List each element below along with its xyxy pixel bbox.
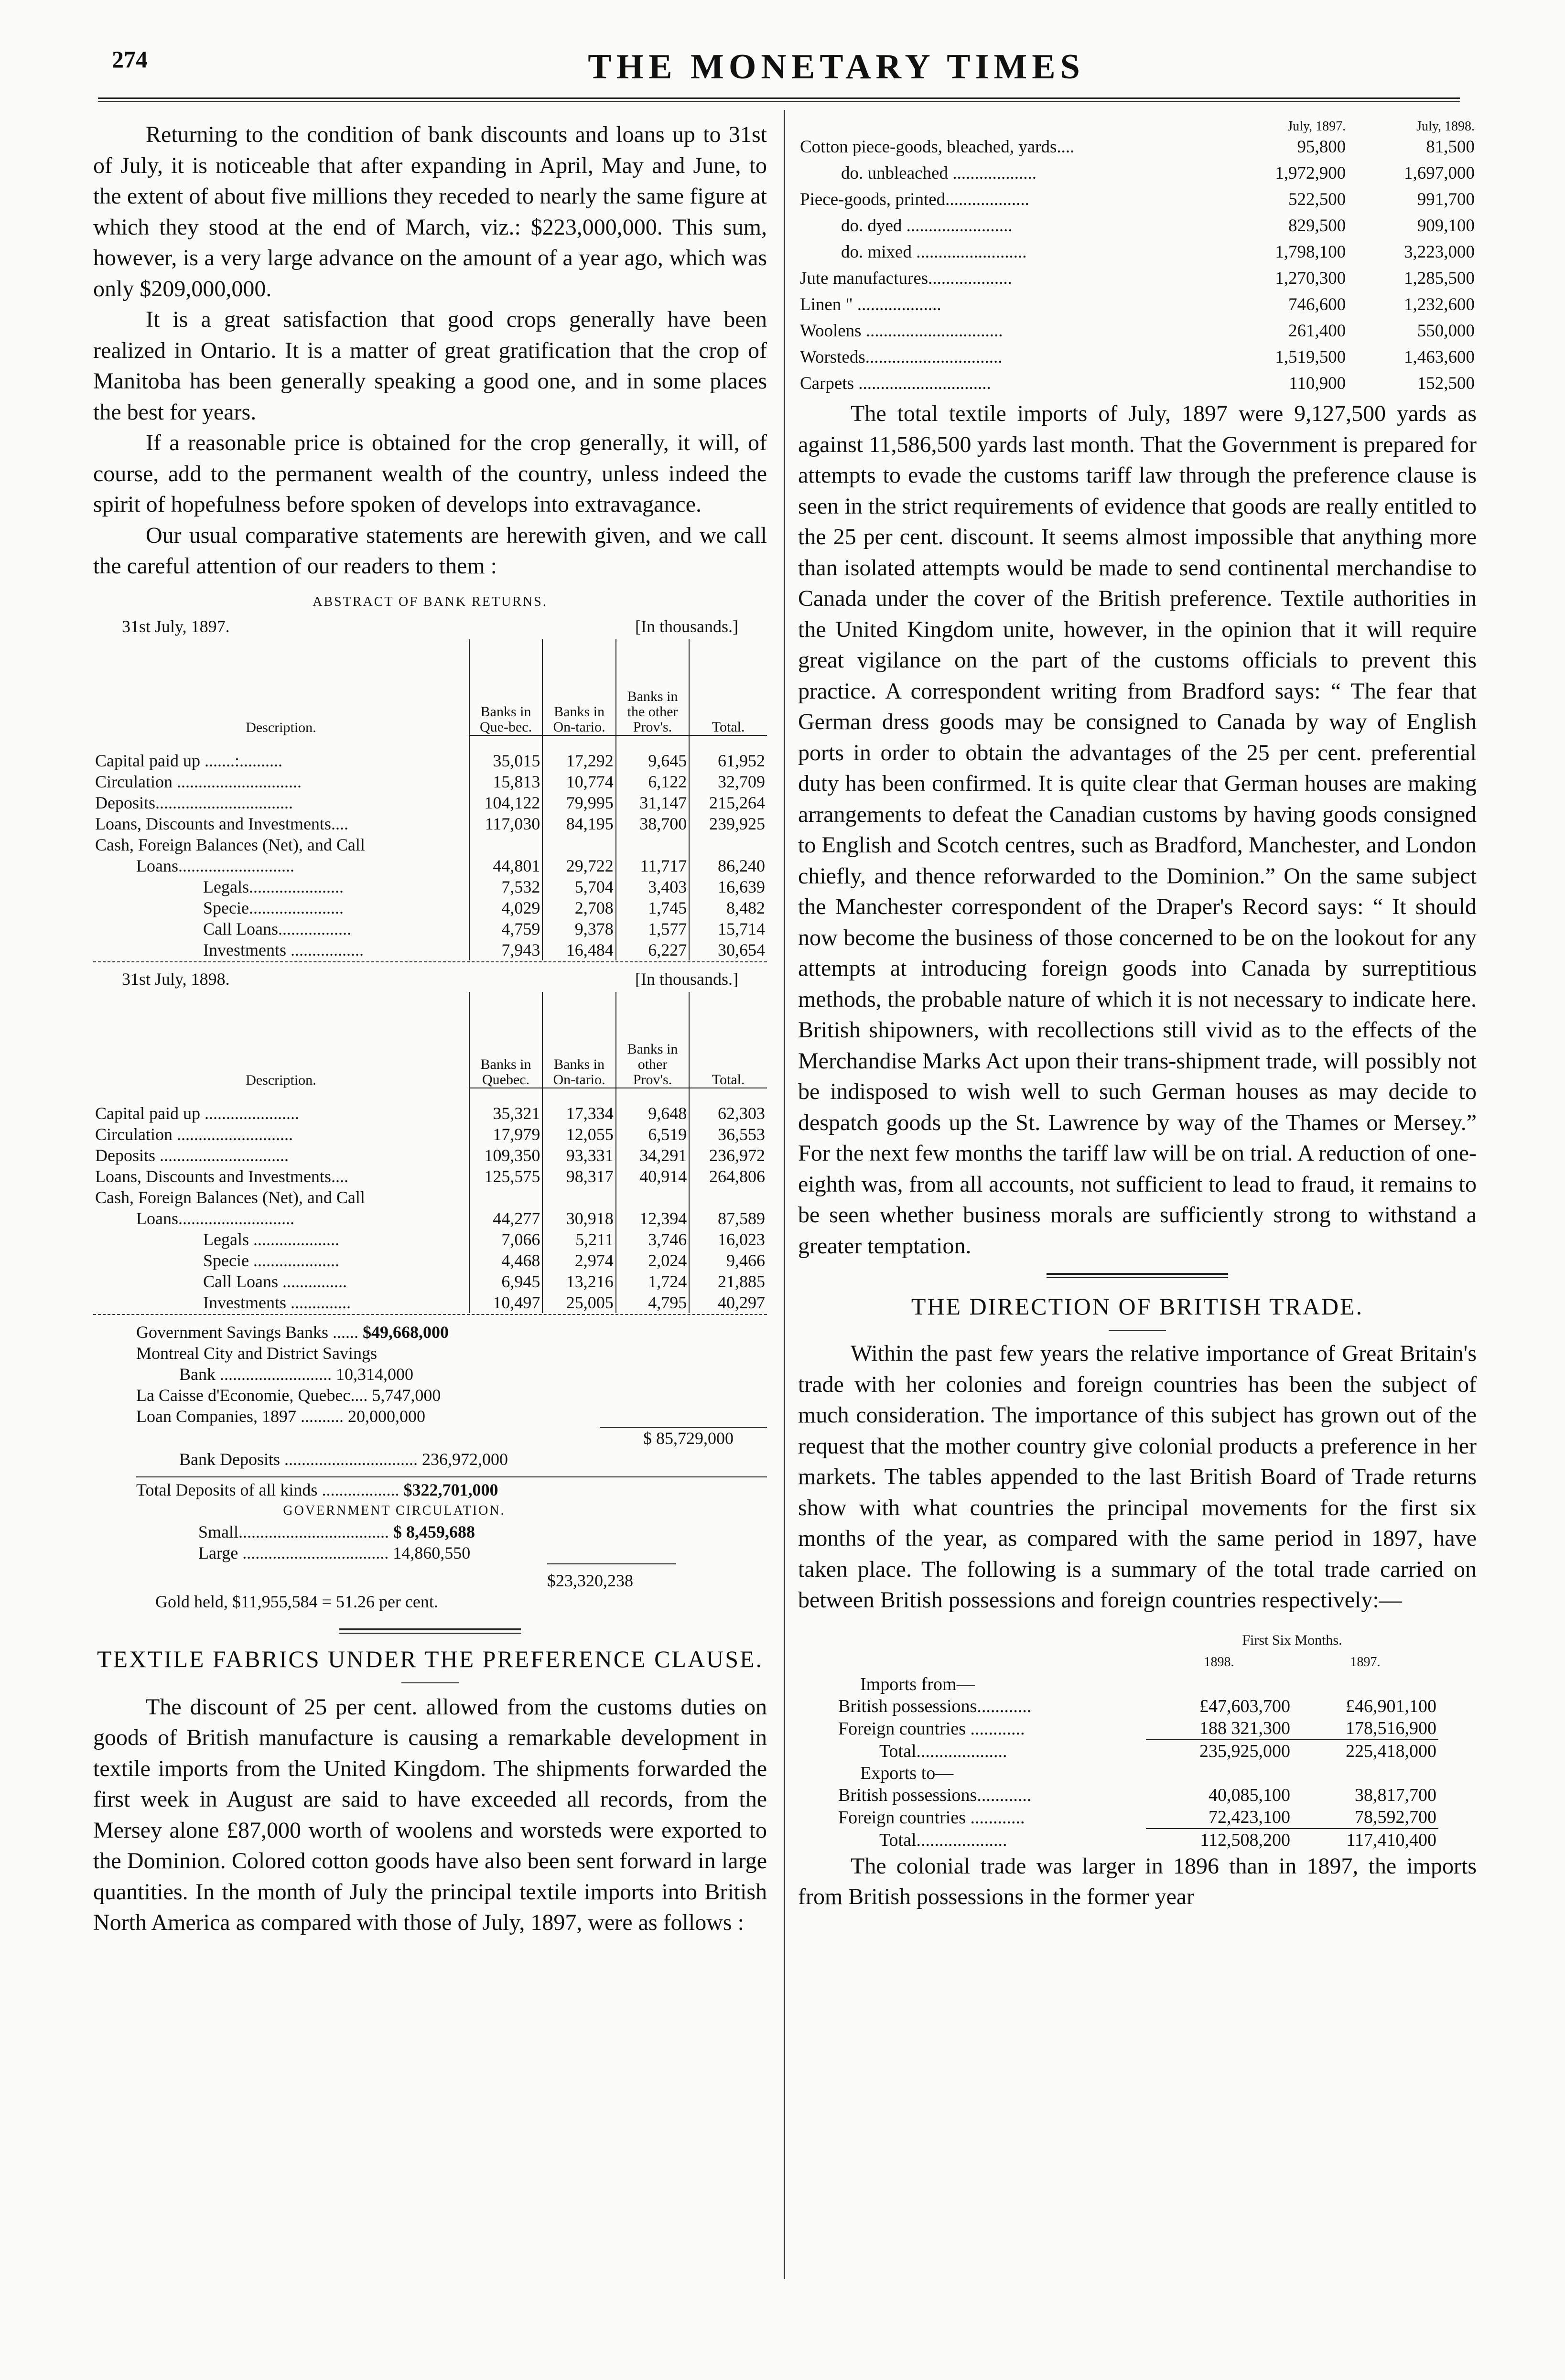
bank-row-value: 16,484 [542,939,615,960]
bank-row-value: 62,303 [689,1103,767,1124]
imports-row [798,239,1477,265]
imports-label: Piece-goods, printed................... [800,190,1029,209]
bank-row-value: 38,700 [616,813,689,834]
trade-summary-table [836,1629,1438,1851]
right-column [798,119,1477,1913]
bank-row-value: 44,277 [469,1208,542,1229]
imports-label: Jute manufactures................... [800,269,1012,288]
imports-label: Woolens ............................... [800,321,1003,341]
bank-row-value: 9,648 [616,1103,689,1124]
bank-table-block [93,616,767,962]
intro-paragraph-3: If a reasonable price is obtained for the crop generally, it will, of course, add to the permanent wealth of the country, unless indeed the spirit of hopefulness before spoken of develops into extravagance. [93,430,767,517]
bank-row-value: 16,639 [689,876,767,897]
textile-paragraph-continued: The total textile imports of July, 1897 were 9,127,500 yards as against 11,586,500 yards last month. That the Government is prepared for attempts to evade the customs tariff law through the preference clause is seen in the strict requirements of evidence that goods are really entitled to the 25 per cent. discount. It seems almost impossible that anything more than isolated attempts would be made to send continental merchandise to Canada under the cover of the British preference. Textile authorities in the United Kingdom unite, however, in the opinion that it will require great vigilance on the part of the customs officials to prevent this practice. A correspondent writing from Bradford says: “ The fear that German dress goods may be consigned to Canada by way of English ports in order to obtain the advantages of the 25 per cent. preferential duty has been confirmed. It is quite clear that German houses are making arrangements to defeat the Canadian customs by having goods consigned to English and Scotch centres, such as Bradford, Manchester, and London chiefly, and thence reforwarded to the Dominion.” On the same subject the Manchester correspondent of the Draper's Record says: “ It should now become the business of those concerned to be on the lookout for any attempts at introducing foreign goods into Canada by surreptitious methods, the probable nature of which it is not necessary to indicate here. British shipowners, with recollections still vivid as to the effects of the Merchandise Marks Act upon their trans-shipment trade, will possibly not be indisposed to wish well to such German houses as may decide to despatch goods up the St. Lawrence by way of the Thames or Mersey.” For the next few months the tariff law will be on trial. A reduction of one-eighth was, from all accounts, not sufficient to lead to fraud, it remains to be seen whether business morals are sufficiently strong to withstand a greater temptation. [798,401,1477,1259]
bank-table-row [93,1124,767,1145]
bank-row-value: 61,952 [689,750,767,771]
savings-row: Government Savings Banks ...... $49,668,000 [136,1322,449,1342]
trade-year-1897: 1897. [1350,1654,1381,1669]
imports-header-1898: July, 1898. [1416,119,1475,134]
savings-row: Loan Companies, 1897 .......... 20,000,000 [136,1406,425,1426]
intro-paragraph-4: Our usual comparative statements are herewith given, and we call the careful attention of our readers to them : [93,522,767,579]
bank-table-row [93,1292,767,1313]
bank-row-value: 30,654 [689,939,767,960]
bank-row-value: 6,227 [616,939,689,960]
circulation-row: Small................................... $ 8,459,688 [198,1522,475,1541]
imports-value: 1,798,100 [1275,242,1346,262]
intro-paragraph-1: Returning to the condition of bank discounts and loans up to 31st of July, it is noticeable that after expanding in April, May and June, to the extent of about five millions they receded to nearly the same figure at which they stood at the end of March, viz.: $223,000,000. This sum, however, is a very large advance on the amount of a year ago, which was only $209,000,000. [93,122,767,302]
bank-row-label: Loans........................... [136,1208,294,1228]
imports-value: 3,223,000 [1404,242,1475,262]
savings-row: Bank Deposits ............................... 236,972,000 [179,1449,508,1469]
imports-header-1897: July, 1897. [1287,119,1346,134]
bank-table [93,639,767,960]
left-column [93,119,767,1938]
trade-row [836,1695,1438,1717]
bank-row-label: Legals...................... [203,877,344,896]
bank-row-value: 35,321 [469,1103,542,1124]
imports-value: 152,500 [1417,374,1475,393]
trade-value: 72,423,100 [1209,1807,1290,1827]
imports-label: do. mixed ......................... [841,242,1027,262]
bank-table-unit: [In thousands.] [635,616,738,636]
bank-row-value: 35,015 [469,750,542,771]
bank-row-value: 125,575 [469,1166,542,1187]
bank-row-value: 10,497 [469,1292,542,1313]
header-rule [98,97,1460,99]
direction-paragraph: Within the past few years the relative importance of Great Britain's trade with her colonies and foreign countries has been the subject of much consideration. The importance of this subject has grown out of the request that the mother country give colonial products a preference in her markets. The tables appended to the last British Board of Trade returns show with what countries the principal movements for the first six months of the year, as compared with the same period in 1897, have taken place. The following is a summary of the total trade carried on between British possessions and foreign countries respectively:— [798,1341,1477,1613]
bank-row-value: 9,466 [689,1250,767,1271]
trade-value: 40,085,100 [1209,1785,1290,1805]
bank-row-value [616,1187,689,1208]
imports-value: 81,500 [1426,137,1475,157]
trade-label: British possessions............ [838,1785,1032,1805]
bank-row-value: 17,334 [542,1103,615,1124]
bank-row-value: 1,577 [616,918,689,939]
bank-table-row [93,1250,767,1271]
bank-row-label: Cash, Foreign Balances (Net), and Call [95,1187,365,1207]
trade-row [836,1717,1438,1740]
bank-row-value: 4,795 [616,1292,689,1313]
bank-row-value: 15,813 [469,771,542,792]
closing-paragraph: The colonial trade was larger in 1896 than in 1897, the imports from British possessions in the former year [798,1853,1477,1909]
imports-value: 1,697,000 [1404,163,1475,183]
bank-row-value: 3,746 [616,1229,689,1250]
bank-row-value: 2,708 [542,897,615,918]
exports-to-label: Exports to— [860,1763,954,1783]
bank-row-value: 4,029 [469,897,542,918]
bank-table-header: Banks in Que-bec. [469,639,542,735]
imports-row [798,370,1477,397]
imports-header-row [798,119,1477,134]
imports-from-label: Imports from— [860,1674,975,1694]
bank-table-row [93,1166,767,1187]
bank-row-value: 104,122 [469,792,542,813]
bank-row-value: 86,240 [689,855,767,876]
bank-row-value: 15,714 [689,918,767,939]
bank-row-value: 17,979 [469,1124,542,1145]
bank-row-value [469,1187,542,1208]
trade-value: 178,516,900 [1346,1718,1436,1738]
bank-row-value: 79,995 [542,792,615,813]
imports-row [798,344,1477,370]
bank-table-row [93,771,767,792]
imports-label: Cotton piece-goods, bleached, yards.... [800,137,1075,157]
savings-total: Total Deposits of all kinds .................. $322,701,000 [136,1476,767,1500]
savings-summary [93,1322,767,1612]
bank-row-value: 36,553 [689,1124,767,1145]
bank-table-caption [93,616,767,636]
bank-table-header: Description. [246,1072,316,1088]
trade-value: 78,592,700 [1355,1807,1436,1827]
circulation-title: GOVERNMENT CIRCULATION. [283,1503,506,1518]
trade-label: Foreign countries ............ [838,1718,1025,1739]
bank-table-header: Banks in Quebec. [469,992,542,1088]
bank-table-row [93,1187,767,1208]
bank-row-value [689,834,767,855]
bank-row-value: 5,211 [542,1229,615,1250]
imports-value: 1,270,300 [1275,269,1346,288]
bank-row-label: Circulation ........................... [95,1124,293,1144]
bank-row-value: 84,195 [542,813,615,834]
bank-row-label: Loans, Discounts and Investments.... [95,814,348,833]
bank-row-value: 117,030 [469,813,542,834]
bank-row-label: Legals .................... [203,1229,339,1249]
imports-value: 1,285,500 [1404,269,1475,288]
bank-row-value: 264,806 [689,1166,767,1187]
bank-table-row [93,1103,767,1124]
bank-table-unit: [In thousands.] [635,969,738,989]
bank-table-header: Banks in the other Prov's. [616,639,689,735]
table-rule [93,961,767,962]
imports-row [798,318,1477,344]
bank-row-value [542,834,615,855]
section-rule [1047,1273,1228,1278]
table-rule [93,1314,767,1315]
bank-row-value: 40,297 [689,1292,767,1313]
bank-table-header: Total. [689,992,767,1088]
bank-row-label: Call Loans................. [203,919,351,938]
bank-table-row [93,750,767,771]
bank-table-row [93,1229,767,1250]
bank-table-header: Banks in other Prov's. [616,992,689,1088]
imports-value: 261,400 [1288,321,1346,341]
imports-value: 746,600 [1288,295,1346,314]
trade-row [836,1784,1438,1806]
trade-period: First Six Months. [1242,1632,1342,1648]
gold-held: Gold held, $11,955,584 = 51.26 per cent. [155,1592,438,1611]
bank-row-label: Capital paid up .......:.......... [95,751,282,770]
bank-table-header: Description. [246,719,316,735]
bank-row-label: Capital paid up ...................... [95,1103,299,1123]
bank-row-value: 16,023 [689,1229,767,1250]
bank-row-value: 3,403 [616,876,689,897]
bank-row-value: 12,394 [616,1208,689,1229]
bank-row-value: 7,532 [469,876,542,897]
circulation-total: $23,320,238 [547,1563,676,1591]
bank-row-value: 2,974 [542,1250,615,1271]
bank-row-value: 98,317 [542,1166,615,1187]
bank-row-value: 6,945 [469,1271,542,1292]
bank-row-value: 11,717 [616,855,689,876]
bank-row-value: 40,914 [616,1166,689,1187]
imports-value: 1,463,600 [1404,347,1475,367]
bank-table-row [93,1145,767,1166]
imports-label: do. unbleached ................... [841,163,1036,183]
bank-row-value: 236,972 [689,1145,767,1166]
circulation-row: Large .................................. 14,860,550 [198,1543,471,1562]
bank-row-value [689,1187,767,1208]
textile-paragraph: The discount of 25 per cent. allowed from the customs duties on goods of British manufacture is causing a remarkable development in textile imports from the United Kingdom. The shipments forwarded the first week in August are said to have exceeded all records, from the Mersey alone £87,000 worth of woolens and worsteds were exported to the Dominion. Colored cotton goods have also been sent forward in large quantities. In the month of July the principal textile imports into British North America as compared with those of July, 1897, were as follows : [93,1694,767,1935]
bank-row-value: 2,024 [616,1250,689,1271]
bank-row-value: 34,291 [616,1145,689,1166]
section-rule [339,1628,521,1634]
trade-row: Total.................... 112,508,200 117,410,400 [836,1829,1438,1851]
textile-imports-table [798,119,1477,397]
bank-row-value: 12,055 [542,1124,615,1145]
bank-row-value: 17,292 [542,750,615,771]
bank-table-row [93,855,767,876]
bank-row-value: 5,704 [542,876,615,897]
bank-row-value: 13,216 [542,1271,615,1292]
bank-row-label: Deposits................................ [95,793,293,812]
trade-value: £47,603,700 [1199,1696,1290,1716]
bank-row-value [542,1187,615,1208]
bank-table-row [93,834,767,855]
imports-value: 1,972,900 [1275,163,1346,183]
imports-value: 110,900 [1289,374,1346,393]
imports-value: 1,232,600 [1404,295,1475,314]
bank-row-label: Loans, Discounts and Investments.... [95,1166,348,1186]
imports-row [798,291,1477,318]
bank-row-label: Deposits .............................. [95,1145,289,1165]
page-number: 274 [112,46,148,73]
imports-value: 95,800 [1297,137,1346,157]
imports-row [798,265,1477,291]
imports-value: 909,100 [1417,216,1475,236]
bank-row-value [616,834,689,855]
trade-value: 38,817,700 [1355,1785,1436,1805]
header-rule-thin [98,101,1460,102]
bank-table-header: Banks in On-tario. [542,639,615,735]
bank-row-value: 21,885 [689,1271,767,1292]
imports-value: 1,519,500 [1275,347,1346,367]
bank-row-label: Specie .................... [203,1250,339,1270]
bank-row-value: 6,519 [616,1124,689,1145]
bank-table-row [93,1271,767,1292]
bank-row-value: 87,589 [689,1208,767,1229]
imports-value: 522,500 [1288,190,1346,209]
bank-row-value: 7,066 [469,1229,542,1250]
savings-subtotal: $ 85,729,000 [600,1427,767,1449]
bank-table-row [93,918,767,939]
trade-row [836,1806,1438,1829]
headline-rule [1109,1330,1166,1331]
savings-row: Bank .......................... 10,314,000 [179,1364,413,1384]
bank-row-value: 4,468 [469,1250,542,1271]
imports-row [798,213,1477,239]
bank-row-label: Investments .............. [203,1292,351,1312]
bank-row-value: 8,482 [689,897,767,918]
bank-row-label: Call Loans ............... [203,1271,347,1291]
bank-row-value: 1,745 [616,897,689,918]
bank-row-label: Loans........................... [136,856,294,875]
bank-row-label: Investments ................. [203,940,364,959]
bank-row-label: Circulation ............................. [95,772,302,791]
bank-row-value: 30,918 [542,1208,615,1229]
imports-row [798,186,1477,213]
bank-row-value: 239,925 [689,813,767,834]
direction-headline: THE DIRECTION OF BRITISH TRADE. [911,1293,1364,1320]
imports-label: Worsteds............................... [800,347,1003,367]
bank-table-caption [93,969,767,989]
bank-table-header-row [93,639,767,735]
bank-row-value: 4,759 [469,918,542,939]
bank-table-block [93,969,767,1315]
abstract-title: ABSTRACT OF BANK RETURNS. [313,594,548,609]
bank-row-value: 7,943 [469,939,542,960]
intro-paragraph-2: It is a great satisfaction that good crops generally have been realized in Ontario. It is a matter of great gratification that the crop of Manitoba has been generally speaking a good one, and in some places the best for years. [93,307,767,425]
bank-table-header-row [93,992,767,1088]
savings-row: Montreal City and District Savings [136,1343,377,1363]
bank-table-row [93,1208,767,1229]
bank-table-date: 31st July, 1898. [122,969,230,989]
masthead: THE MONETARY TIMES [588,47,1085,86]
bank-row-value: 93,331 [542,1145,615,1166]
imports-value: 829,500 [1288,216,1346,236]
bank-row-value: 1,724 [616,1271,689,1292]
column-divider [784,110,785,2279]
bank-table-row [93,939,767,960]
imports-value: 550,000 [1417,321,1475,341]
headline-rule [401,1682,459,1683]
bank-table-date: 31st July, 1897. [122,616,230,636]
trade-label: British possessions............ [838,1696,1032,1716]
bank-row-value: 109,350 [469,1145,542,1166]
trade-value: £46,901,100 [1346,1696,1436,1716]
bank-row-value: 31,147 [616,792,689,813]
bank-table-header: Banks in On-tario. [542,992,615,1088]
bank-row-value: 9,645 [616,750,689,771]
bank-row-value: 9,378 [542,918,615,939]
bank-row-value: 44,801 [469,855,542,876]
trade-year-1898: 1898. [1204,1654,1234,1669]
bank-table-row [93,792,767,813]
imports-label: do. dyed ........................ [841,216,1013,236]
imports-row [798,160,1477,186]
bank-row-label: Specie...................... [203,898,344,917]
trade-row: Total.................... 235,925,000 225,418,000 [836,1740,1438,1762]
bank-table-row [93,897,767,918]
bank-row-value: 25,005 [542,1292,615,1313]
imports-value: 991,700 [1417,190,1475,209]
bank-row-value: 6,122 [616,771,689,792]
bank-row-value: 10,774 [542,771,615,792]
textile-headline: TEXTILE FABRICS UNDER THE PREFERENCE CLAUSE. [97,1645,764,1672]
bank-row-value [469,834,542,855]
trade-label: Foreign countries ............ [838,1807,1025,1828]
bank-table-header: Total. [689,639,767,735]
bank-table-row [93,813,767,834]
imports-label: Linen " ................... [800,295,941,314]
trade-value: 188 321,300 [1199,1718,1290,1738]
imports-row [798,134,1477,160]
bank-table [93,992,767,1313]
bank-row-value: 215,264 [689,792,767,813]
bank-table-row [93,876,767,897]
bank-row-value: 32,709 [689,771,767,792]
bank-returns-tables [93,616,767,1315]
savings-row: La Caisse d'Economie, Quebec.... 5,747,000 [136,1385,441,1405]
bank-row-label: Cash, Foreign Balances (Net), and Call [95,835,365,854]
bank-row-value: 29,722 [542,855,615,876]
imports-label: Carpets .............................. [800,374,991,393]
